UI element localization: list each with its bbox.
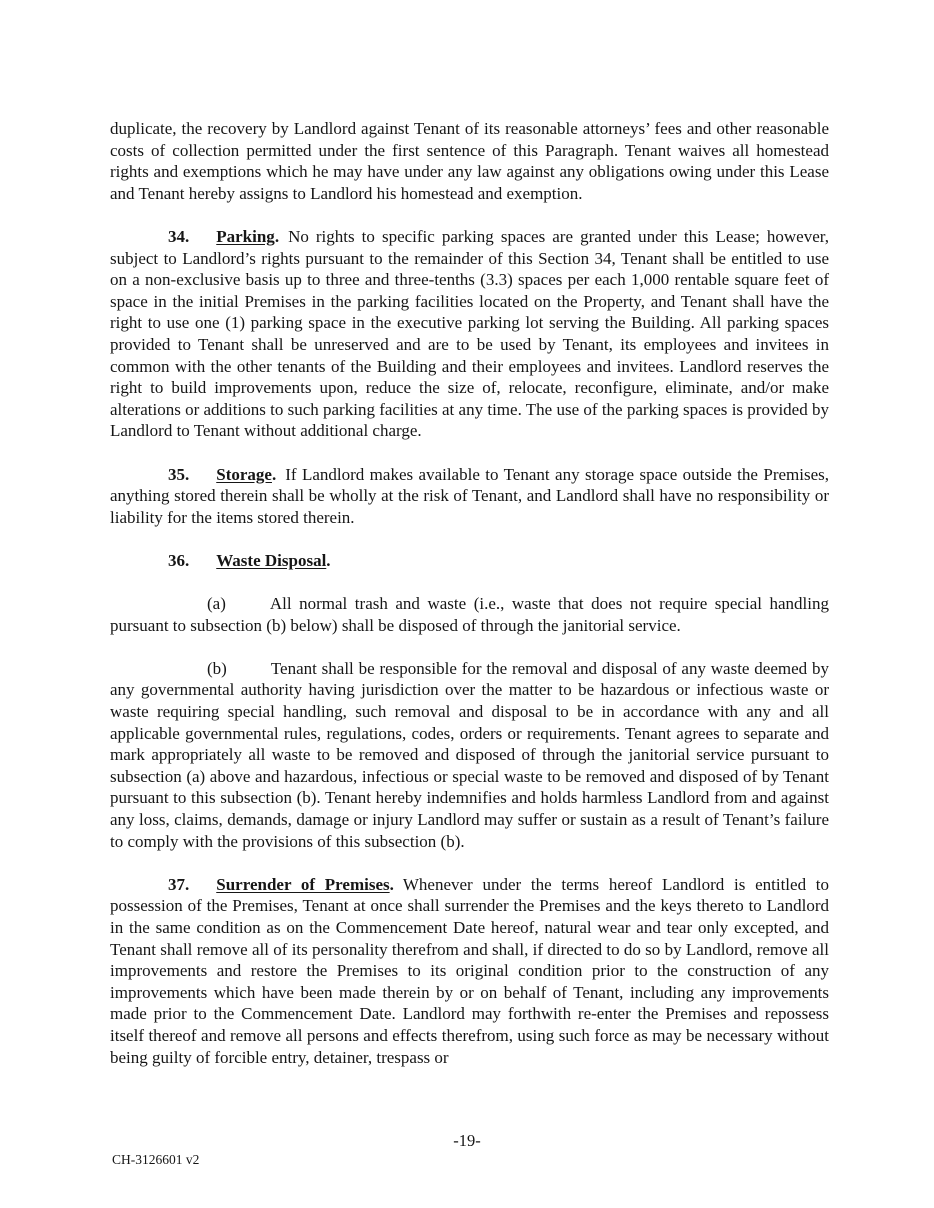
section-heading: Parking xyxy=(216,226,275,246)
subsection-36b xyxy=(110,658,829,852)
text-block xyxy=(110,118,829,1090)
subsection-body: Tenant shall be responsible for the removal and disposal of any waste deemed by any governmental authority having jurisdiction over the matter to be hazardous or infectious waste or waste requiring special handling, such removal and disposal to be in accordance with any and all applicable governmental rules, regulations, codes, orders or requirements. Tenant agrees to separate and mark appropriately all waste to be removed and disposed of through the janitorial service pursuant to subsection (a) above and hazardous, infectious or special waste to be removed and disposed of by Tenant pursuant to this subsection (b). Tenant hereby indemnifies and holds harmless Landlord from and against any loss, claims, demands, damage or injury Landlord may suffer or sustain as a result of Tenant’s failure to comply with the provisions of this subsection (b). xyxy=(110,658,829,851)
paragraph-text: duplicate, the recovery by Landlord against Tenant of its reasonable attorneys’ fees and other reasonable costs of collection permitted under the first sentence of this Paragraph. Tenant waives all homestead rights and exemptions which he may have under any law against any obligations owing under this Lease and Tenant hereby assigns to Landlord his homestead and exemption. xyxy=(110,119,829,203)
footer-doc-id: CH-3126601 v2 xyxy=(112,1152,200,1167)
subsection-36a xyxy=(110,593,829,636)
section-heading: Surrender of Premises xyxy=(216,874,390,894)
section-body: If Landlord makes available to Tenant any storage space outside the Premises, anything stored therein shall be wholly at the risk of Tenant, and Landlord shall have no responsibility or liability for the items stored therein. xyxy=(110,464,829,527)
heading-punctuation: . xyxy=(326,550,331,570)
section-number: 37. xyxy=(168,874,190,894)
heading-punctuation: . xyxy=(274,226,280,246)
section-body: Whenever under the terms hereof Landlord is entitled to possession of the Premises, Tenant at once shall surrender the Premises and the keys thereto to Landlord in the same condition as on the Commencement Date hereof, natural wear and tear only excepted, and Tenant shall remove all of its personality therefrom and shall, if directed to do so by Landlord, remove all improvements and restore the Premises to its original condition prior to the construction of any improvements which have been made therein by or on behalf of Tenant, including any improvements made prior to the Commencement Date. Landlord may forthwith re-enter the Premises and repossess itself thereof and remove all persons and effects therefrom, using such force as may be necessary without being guilty of forcible entry, detainer, trespass or xyxy=(110,874,830,1067)
section-35-storage xyxy=(110,464,829,529)
heading-punctuation: . xyxy=(389,874,394,894)
section-number: 36. xyxy=(168,550,190,570)
subsection-body: All normal trash and waste (i.e., waste that does not require special handling pursuant to subsection (b) below) shall be disposed of through the janitorial service. xyxy=(110,594,829,635)
section-body: No rights to specific parking spaces are granted under this Lease; however, subject to Landlord’s rights pursuant to the remainder of this Section 34, Tenant shall be entitled to use on a non-exclusive basis up to three and three-tenths (3.3) spaces per each 1,000 rentable square feet of space in the initial Premises in the parking facilities located on the Property, and Tenant shall have the right to use one (1) parking space in the executive parking lot serving the Building. All parking spaces provided to Tenant shall be unreserved and are to be used by Tenant, its employees and invitees in common with the other tenants of the Building and their employees and invitees. Landlord reserves the right to build improvements upon, reduce the size of, relocate, reconfigure, eliminate, and/or make alterations or additions to such parking facilities at any time. The use of the parking spaces is provided by Landlord to Tenant without additional charge. xyxy=(110,226,829,441)
section-36-waste-disposal xyxy=(110,550,829,572)
section-37-surrender-of-premises xyxy=(110,874,829,1068)
section-number: 35. xyxy=(168,464,190,484)
subsection-label: (a) xyxy=(207,594,226,614)
section-heading: Storage xyxy=(216,464,272,484)
subsection-label: (b) xyxy=(207,658,227,678)
footer-page-number: -19- xyxy=(453,1131,481,1150)
section-number: 34. xyxy=(168,226,190,246)
section-34-parking xyxy=(110,226,829,442)
section-heading: Waste Disposal xyxy=(216,550,327,570)
paragraph-continuation xyxy=(110,118,829,204)
heading-punctuation: . xyxy=(271,464,277,484)
